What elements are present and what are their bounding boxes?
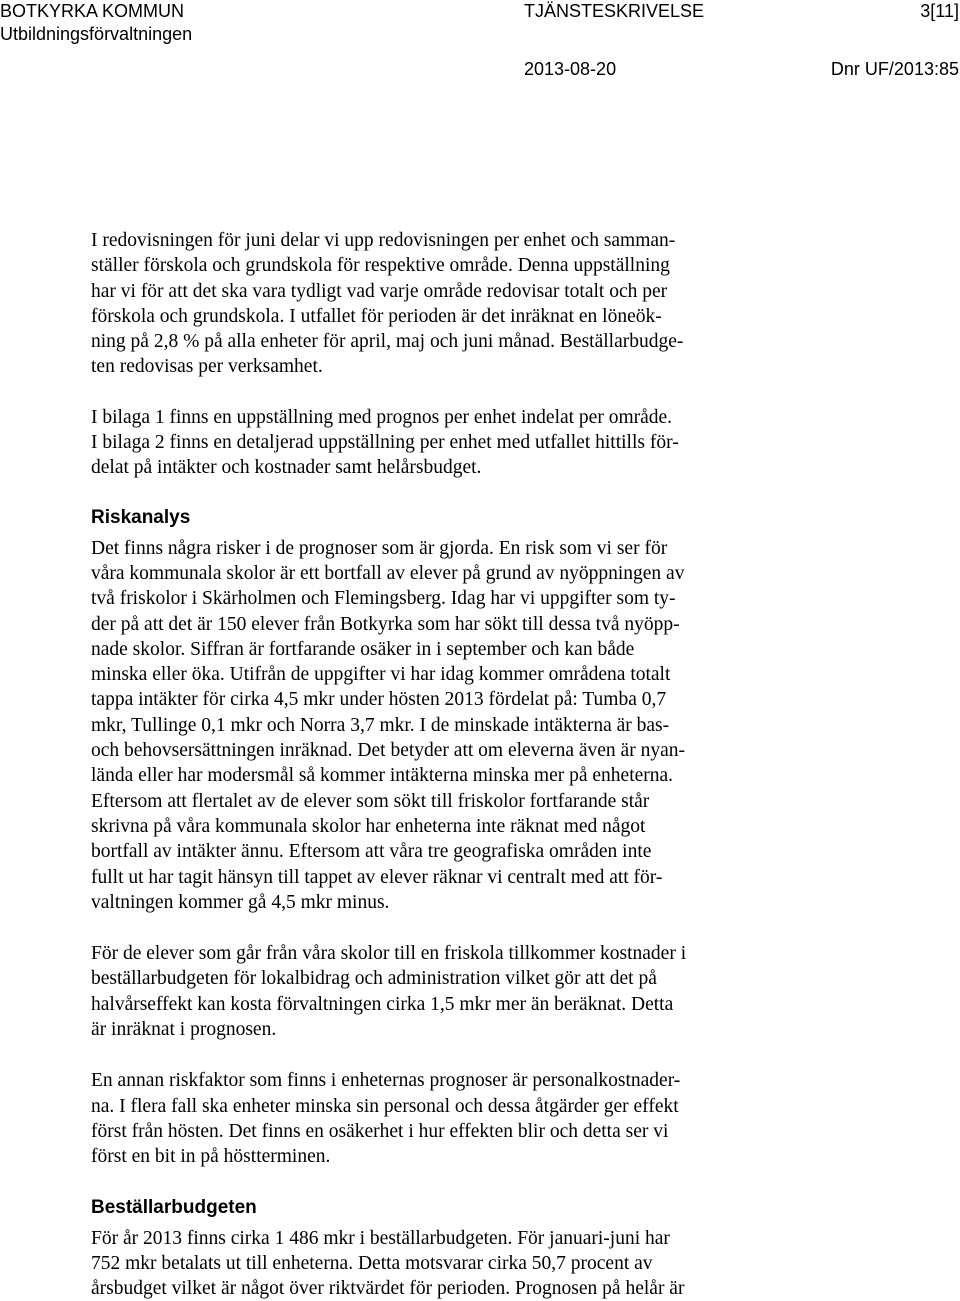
text-line: först en bit in på höstterminen. — [91, 1146, 331, 1168]
document-type: TJÄNSTESKRIVELSE — [524, 1, 705, 21]
text-line: årsbudget vilket är något över riktvärdet för perioden. Prognosen på helår är — [91, 1278, 685, 1300]
paragraph-friskola-kostnader — [91, 941, 813, 1042]
text-line: I bilaga 2 finns en detaljerad uppställning per enhet med utfallet hittills för- — [91, 432, 679, 454]
text-line: har vi för att det ska vara tydligt vad varje område redovisar totalt och per — [91, 280, 668, 302]
text-line: delat på intäkter och kostnader samt helårsbudget. — [91, 457, 482, 479]
text-line: beställarbudgeten för lokalbidrag och administration vilket gör att det på — [91, 968, 657, 990]
text-line: För de elever som går från våra skolor till en friskola tillkommer kostnader i — [91, 943, 687, 965]
paragraph-risker — [91, 536, 813, 915]
reference-number: Dnr UF/2013:85 — [830, 59, 959, 79]
text-line: För år 2013 finns cirka 1 486 mkr i beställarbudgeten. För januari-juni har — [91, 1227, 670, 1249]
text-line: bortfall av intäkter ännu. Eftersom att våra tre geografiska områden inte — [91, 841, 652, 863]
text-line: ten redovisas per verksamhet. — [91, 356, 323, 378]
department-name: Utbildningsförvaltningen — [0, 24, 193, 44]
text-line: nade skolor. Siffran är fortfarande osäker in i september och kan både — [91, 638, 635, 660]
heading-bestallarbudgeten: Beställarbudgeten — [91, 1196, 257, 1218]
paragraph-bestallarbudget — [91, 1226, 813, 1301]
paragraph-redovisning — [91, 228, 813, 380]
paragraph-personalkostnader — [91, 1068, 813, 1169]
text-line: lända eller har modersmål så kommer intäkterna minska mer på enheterna. — [91, 765, 674, 787]
text-line: En annan riskfaktor som finns i enheternas prognoser är personalkostnader- — [91, 1070, 681, 1092]
text-line: Eftersom att flertalet av de elever som sökt till friskolor fortfarande står — [91, 790, 650, 812]
heading-riskanalys: Riskanalys — [91, 506, 191, 528]
text-line: först från hösten. Det finns en osäkerhet i hur effekten blir och detta ser vi — [91, 1120, 669, 1142]
text-line: skrivna på våra kommunala skolor har enheterna inte räknat med något — [91, 815, 646, 837]
document-date: 2013-08-20 — [524, 59, 617, 79]
text-line: två friskolor i Skärholmen och Flemingsberg. Idag har vi uppgifter som ty- — [91, 588, 676, 610]
text-line: I redovisningen för juni delar vi upp redovisningen per enhet och samman- — [91, 230, 676, 251]
text-line: och behovsersättningen inräknad. Det betyder att om eleverna även är nyan- — [91, 740, 685, 762]
text-line: halvårseffekt kan kosta förvaltningen cirka 1,5 mkr mer än beräknat. Detta — [91, 993, 674, 1015]
text-line: våra kommunala skolor är ett bortfall av elever på grund av nyöppningen av — [91, 562, 685, 584]
text-line: är inräknat i prognosen. — [91, 1019, 277, 1041]
document-body — [91, 228, 813, 1301]
text-line: I bilaga 1 finns en uppställning med prognos per enhet indelat per område. — [91, 406, 673, 428]
paragraph-bilagor — [91, 405, 813, 481]
text-line: Det finns några risker i de prognoser som är gjorda. En risk som vi ser för — [91, 537, 668, 559]
text-line: fullt ut har tagit hänsyn till tappet av elever räknar vi centralt med att för- — [91, 866, 663, 888]
text-line: valtningen kommer gå 4,5 mkr minus. — [91, 891, 390, 913]
organization-name: BOTKYRKA KOMMUN — [0, 1, 185, 21]
text-line: minska eller öka. Utifrån de uppgifter vi har idag kommer områdena totalt — [91, 664, 671, 686]
text-line: ning på 2,8 % på alla enheter för april, maj och juni månad. Beställarbudge- — [91, 331, 684, 353]
text-line: förskola och grundskola. I utfallet för perioden är det inräknat en löneök- — [91, 305, 662, 327]
page-header — [0, 0, 960, 90]
text-line: tappa intäkter för cirka 4,5 mkr under hösten 2013 fördelat på: Tumba 0,7 — [91, 689, 667, 711]
text-line: 752 mkr betalats ut till enheterna. Detta motsvarar cirka 50,7 procent av — [91, 1252, 653, 1274]
text-line: na. I flera fall ska enheter minska sin personal och dessa åtgärder ger effekt — [91, 1095, 679, 1117]
page-number: 3[11] — [920, 1, 959, 21]
text-line: ställer förskola och grundskola för respektive område. Denna uppställning — [91, 255, 670, 277]
text-line: mkr, Tullinge 0,1 mkr och Norra 3,7 mkr. I de minskade intäkterna är bas- — [91, 714, 670, 736]
text-line: der på att det är 150 elever från Botkyrka som har sökt till dessa två nyöpp- — [91, 613, 680, 635]
